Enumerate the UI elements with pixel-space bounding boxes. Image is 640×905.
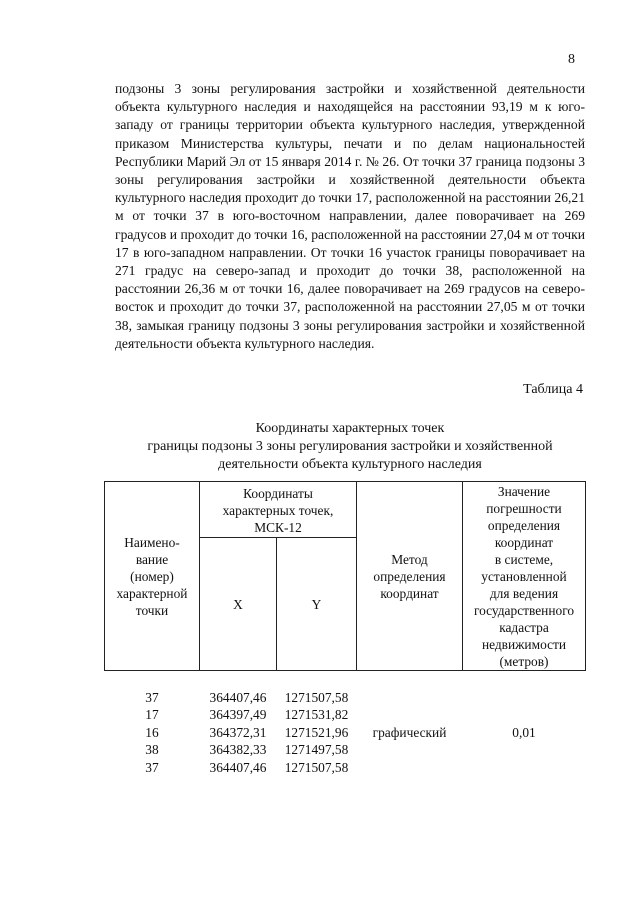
header-point-name: Наимено- вание (номер) характерной точки bbox=[105, 482, 200, 671]
table-title-line-1: Координаты характерных точек bbox=[255, 421, 445, 436]
cell-y: 1271531,82 bbox=[284, 707, 349, 723]
table-title-line-3: деятельности объекта культурного наследия bbox=[218, 457, 482, 472]
cell-y: 1271497,58 bbox=[284, 742, 349, 758]
page-number: 8 bbox=[568, 52, 575, 67]
header-accuracy: Значение погрешности определения координат в системе, установленной для ведения государственного кадастра недвижимости (метров) bbox=[463, 482, 586, 671]
cell-point: 17 bbox=[145, 707, 159, 723]
cell-x: 364372,31 bbox=[209, 724, 267, 740]
cell-point: 38 bbox=[145, 742, 159, 758]
cell-accuracy: 0,01 bbox=[512, 724, 536, 740]
header-method: Метод определения координат bbox=[357, 482, 463, 671]
body-paragraph: подзоны 3 зоны регулирования застройки и хозяйственной деятельности объекта культурного наследия и находящейся на расстоянии 93,19 м к юго-западу от границы территории объекта культурного наследия, утвержденной приказом Министерства культуры, печати и по делам национальностей Республики Марий Эл от 15 января 2014 г. № 26. От точки 37 граница подзоны 3 зоны регулирования застройки и хозяйственной деятельности объекта культурного наследия проходит до точки 17, расположенной на расстоянии 26,21 м от точки 37 в юго-восточном направлении, далее поворачивает на 269 градусов и проходит до точки 16, расположенной на расстоянии 27,04 м от точки 17 в юго-западном направлении. От точки 16 участок границы поворачивает на 271 градус на северо-запад и проходит до точки 38, расположенной на расстоянии 26,36 м от точки 16, далее поворачивает на 269 градусов на северо-восток и проходит до точки 37, расположенной на расстоянии 27,05 м от точки 38, замыкая границу подзоны 3 зоны регулирования застройки и хозяйственной деятельности объекта культурного наследия. bbox=[115, 81, 585, 351]
cell-y: 1271507,58 bbox=[284, 759, 349, 775]
cell-x: 364407,46 bbox=[209, 689, 267, 705]
header-coordinates: Координаты характерных точек, МСК-12 bbox=[200, 482, 357, 538]
header-x: X bbox=[200, 538, 277, 671]
cell-point: 37 bbox=[145, 689, 159, 705]
table-title bbox=[115, 420, 585, 474]
cell-x: 364382,33 bbox=[209, 742, 267, 758]
cell-y: 1271507,58 bbox=[284, 689, 349, 705]
cell-y: 1271521,96 bbox=[284, 724, 349, 740]
coordinates-table bbox=[104, 481, 586, 776]
cell-x: 364407,46 bbox=[209, 759, 267, 775]
cell-point: 16 bbox=[145, 724, 159, 740]
table-label: Таблица 4 bbox=[523, 382, 583, 397]
header-y: Y bbox=[277, 538, 357, 671]
table-row bbox=[105, 689, 586, 707]
cell-point: 37 bbox=[145, 759, 159, 775]
table-title-line-2: границы подзоны 3 зоны регулирования застройки и хозяйственной bbox=[147, 439, 553, 454]
cell-x: 364397,49 bbox=[209, 707, 267, 723]
cell-method: графический bbox=[372, 724, 447, 740]
